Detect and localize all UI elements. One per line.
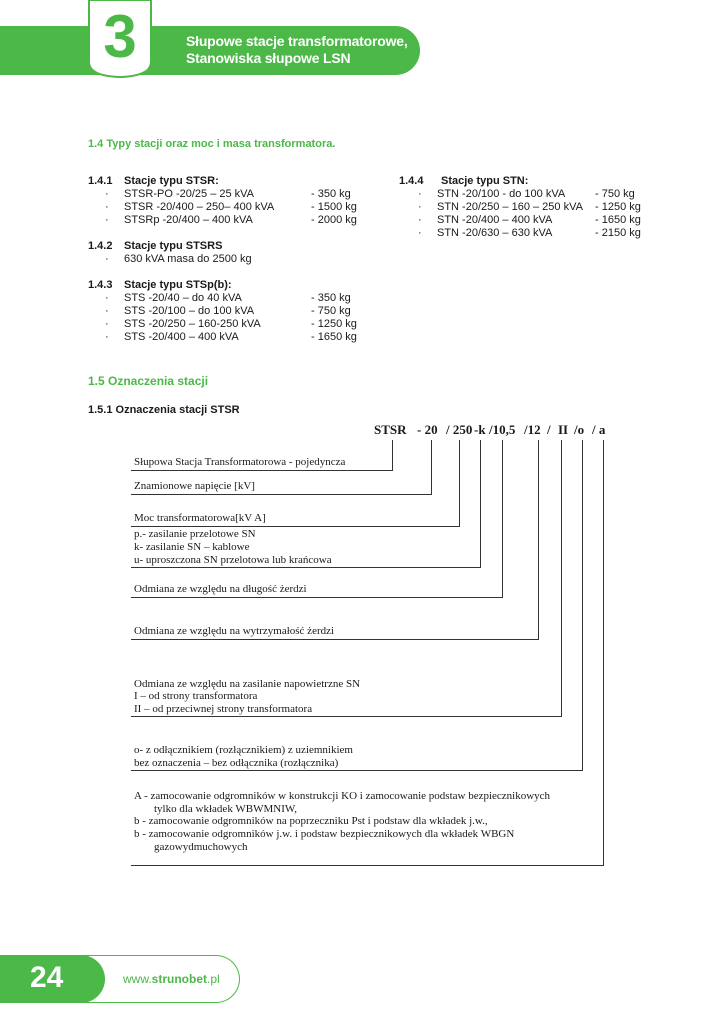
section-1-5-1-title: 1.5.1 Oznaczenia stacji STSR [88, 404, 240, 416]
designation-code-part-6: /12 [524, 422, 541, 437]
stn-item-name: STN -20/250 – 160 – 250 kVA [437, 201, 583, 213]
stsr-heading: Stacje typu STSR: [124, 175, 219, 187]
chapter-title [186, 33, 408, 67]
label-disconnector-none: bez oznaczenia – bez odłącznika (rozłącznika) [134, 757, 339, 769]
stspb-item-bullet: · [105, 292, 109, 304]
stn-item-bullet: · [418, 227, 422, 239]
underline-1 [131, 470, 393, 471]
stsrs-num: 1.4.2 [88, 240, 113, 252]
designation-code-part-9: /o [574, 422, 585, 437]
stn-item-name: STN -20/400 – 400 kVA [437, 214, 553, 226]
designation-code-part-5: /10,5 [489, 422, 516, 437]
stspb-item-name: STS -20/400 – 400 kVA [124, 331, 239, 343]
designation-code-part-7: / [547, 422, 551, 437]
designation-code-part-2: - 20 [417, 422, 438, 437]
connector-line-8 [582, 440, 583, 770]
stspb-item-name: STS -20/250 – 160-250 kVA [124, 318, 261, 330]
connector-line-9 [603, 440, 604, 865]
url-prefix: www. [123, 972, 152, 986]
stspb-item-mass: - 1250 kg [311, 318, 357, 330]
label-arrester-a: A - zamocowanie odgromników w konstrukcji KO i zamocowanie podstaw bezpiecznikowych [134, 790, 551, 802]
connector-line-7 [561, 440, 562, 716]
stsr-item-mass: - 2000 kg [311, 214, 357, 226]
section-1-4-title: 1.4 Typy stacji oraz moc i masa transformatora. [88, 138, 336, 150]
designation-code-part-10: / a [592, 422, 606, 437]
page-number: 24 [30, 961, 64, 994]
connector-line-2 [431, 440, 432, 494]
connector-line-6 [538, 440, 539, 639]
stn-item-name: STN -20/100 - do 100 kVA [437, 188, 566, 200]
chapter-number: 3 [103, 3, 137, 70]
label-supply-k: k- zasilanie SN – kablowe [134, 541, 250, 553]
connector-line-5 [502, 440, 503, 597]
stspb-item-bullet: · [105, 331, 109, 343]
stsr-item-name: STSRp -20/400 – 400 kVA [124, 214, 253, 226]
designation-code-part-1: STSR [374, 422, 407, 437]
stsrs-item-name: 630 kVA masa do 2500 kg [124, 253, 252, 265]
label-rated-voltage: Znamionowe napięcie [kV] [134, 480, 255, 492]
stspb-item-mass: - 750 kg [311, 305, 351, 317]
url-suffix: .pl [207, 972, 220, 986]
chapter-title-line2: Stanowiska słupowe LSN [186, 50, 351, 66]
underline-6 [131, 639, 539, 640]
label-arrester-b2-cont: gazowydmuchowych [154, 841, 248, 853]
label-supply-u: u- uproszczona SN przelotowa lub krańcowa [134, 554, 332, 566]
designation-code-part-3: / 250 [446, 422, 473, 437]
stsr-item-bullet: · [105, 188, 109, 200]
label-transformer-power: Moc transformatorowa[kV A] [134, 512, 266, 524]
url-brand: strunobet [151, 972, 208, 986]
label-disconnector-o: o- z odłącznikiem (rozłącznikiem) z uziemnikiem [134, 744, 353, 756]
stspb-item-mass: - 1650 kg [311, 331, 357, 343]
designation-code-part-4: -k [474, 422, 486, 437]
underline-7 [131, 716, 562, 717]
label-supply-p: p.- zasilanie przelotowe SN [134, 528, 256, 540]
stspb-num: 1.4.3 [88, 279, 113, 291]
designation-code-part-8: II [558, 422, 569, 437]
label-overhead-ii: II – od przeciwnej strony transformatora [134, 703, 313, 715]
stn-item-mass: - 1650 kg [595, 214, 641, 226]
stn-item-bullet: · [418, 188, 422, 200]
stspb-item-mass: - 350 kg [311, 292, 351, 304]
stsrs-item-bullet: · [105, 253, 109, 265]
chapter-title-line1: Słupowe stacje transformatorowe, [186, 33, 408, 49]
stn-item-bullet: · [418, 214, 422, 226]
stn-num: 1.4.4 [399, 175, 424, 187]
stn-item-mass: - 1250 kg [595, 201, 641, 213]
stsr-item-name: STSR-PO -20/25 – 25 kVA [124, 188, 255, 200]
stsr-num: 1.4.1 [88, 175, 113, 187]
label-overhead-i: I – od strony transformatora [134, 690, 258, 702]
stspb-heading: Stacje typu STSp(b): [124, 279, 232, 291]
section-1-5-title: 1.5 Oznaczenia stacji [88, 374, 209, 388]
label-arrester-b1: b - zamocowanie odgromników na poprzeczniku Pst i podstaw dla wkładek j.w., [134, 815, 488, 827]
label-station-type: Słupowa Stacja Transformatorowa - pojedyncza [134, 456, 346, 468]
underline-2 [131, 494, 432, 495]
stsrs-heading: Stacje typu STSRS [124, 240, 223, 252]
stsr-item-mass: - 1500 kg [311, 201, 357, 213]
underline-3 [131, 526, 460, 527]
label-pole-strength: Odmiana ze względu na wytrzymałość żerdzi [134, 625, 335, 637]
underline-9 [131, 865, 604, 866]
footer-url[interactable] [123, 972, 220, 986]
underline-4 [131, 567, 481, 568]
stsr-item-mass: - 350 kg [311, 188, 351, 200]
underline-8 [131, 770, 583, 771]
stn-heading: Stacje typu STN: [441, 175, 529, 187]
label-arrester-a-cont: tylko dla wkładek WBWMNIW, [154, 803, 297, 815]
stn-item-name: STN -20/630 – 630 kVA [437, 227, 553, 239]
connector-line-3 [459, 440, 460, 526]
stspb-item-bullet: · [105, 318, 109, 330]
label-arrester-b2: b - zamocowanie odgromników j.w. i podstaw bezpiecznikowych dla wkładek WBGN [134, 828, 515, 840]
stsr-item-bullet: · [105, 201, 109, 213]
stn-item-bullet: · [418, 201, 422, 213]
stsr-item-name: STSR -20/400 – 250– 400 kVA [124, 201, 275, 213]
stspb-item-bullet: · [105, 305, 109, 317]
stspb-item-name: STS -20/40 – do 40 kVA [124, 292, 242, 304]
label-pole-length: Odmiana ze względu na długość żerdzi [134, 583, 307, 595]
connector-line-1 [392, 440, 393, 470]
stsr-item-bullet: · [105, 214, 109, 226]
stn-item-mass: - 2150 kg [595, 227, 641, 239]
connector-line-4 [480, 440, 481, 567]
stspb-item-name: STS -20/100 – do 100 kVA [124, 305, 255, 317]
label-overhead-supply: Odmiana ze względu na zasilanie napowietrzne SN [134, 678, 361, 690]
underline-5 [131, 597, 503, 598]
stn-item-mass: - 750 kg [595, 188, 635, 200]
